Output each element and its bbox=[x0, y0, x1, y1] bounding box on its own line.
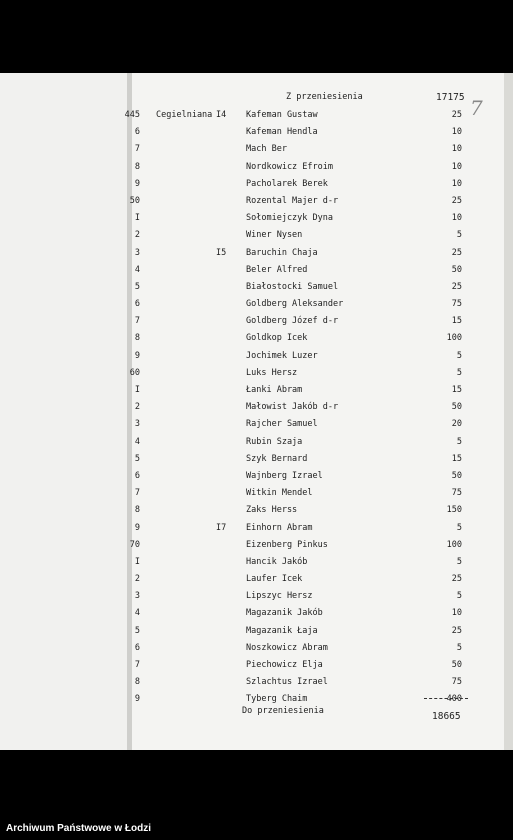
amount: 5 bbox=[456, 350, 462, 361]
person-name: Magazanik Łaja bbox=[246, 625, 318, 636]
ledger-row bbox=[0, 262, 513, 279]
person-name: Lipszyc Hersz bbox=[246, 591, 313, 602]
entry-number: 5 bbox=[134, 625, 140, 636]
ledger-row bbox=[0, 365, 513, 382]
person-name: Rozental Majer d-r bbox=[246, 195, 339, 206]
handwritten-page-mark: 7 bbox=[470, 96, 483, 120]
person-name: Baruchin Chaja bbox=[246, 247, 318, 258]
entry-number: 7 bbox=[134, 488, 140, 499]
amount: 10 bbox=[451, 161, 462, 172]
ledger-row bbox=[0, 330, 513, 347]
ledger-row bbox=[0, 193, 513, 210]
ledger-row bbox=[0, 227, 513, 244]
person-name: Szyk Bernard bbox=[246, 453, 308, 464]
person-name: Hancik Jakób bbox=[246, 556, 308, 567]
entry-number: 3 bbox=[134, 591, 140, 602]
ledger-row bbox=[0, 416, 513, 433]
ledger-row bbox=[0, 537, 513, 554]
ledger-row bbox=[0, 245, 513, 262]
person-name: Nordkowicz Efroim bbox=[246, 161, 333, 172]
ledger-row bbox=[0, 141, 513, 158]
amount: 25 bbox=[451, 281, 462, 292]
person-name: Magazanik Jakób bbox=[246, 608, 323, 619]
amount: 100 bbox=[446, 333, 462, 344]
street-name: Cegielniana bbox=[156, 110, 213, 120]
entry-number: 9 bbox=[134, 694, 140, 705]
ledger-row bbox=[0, 159, 513, 176]
ledger-row bbox=[0, 399, 513, 416]
entry-number: 8 bbox=[134, 333, 140, 344]
amount: 75 bbox=[451, 677, 462, 688]
entry-number: 4 bbox=[134, 264, 140, 275]
archive-name: Archiwum Państwowe w Łodzi bbox=[6, 823, 152, 834]
entry-number: 2 bbox=[134, 402, 140, 413]
amount: 25 bbox=[451, 195, 462, 206]
person-name: Sołomiejczyk Dyna bbox=[246, 213, 333, 224]
person-name: Pacholarek Berek bbox=[246, 178, 328, 189]
amount: 5 bbox=[456, 642, 462, 653]
ledger-row bbox=[0, 674, 513, 691]
amount: 15 bbox=[451, 316, 462, 327]
amount: 25 bbox=[451, 110, 462, 120]
amount: 75 bbox=[451, 299, 462, 310]
entry-number: I bbox=[134, 385, 140, 395]
ledger-row bbox=[0, 124, 513, 141]
archive-footer bbox=[0, 820, 513, 840]
person-name: Rubin Szaja bbox=[246, 436, 303, 447]
amount: 15 bbox=[451, 385, 462, 395]
amount: 75 bbox=[451, 488, 462, 499]
amount: 5 bbox=[456, 230, 462, 241]
entry-number: 60 bbox=[129, 367, 140, 378]
ledger-row bbox=[0, 502, 513, 519]
ledger-row bbox=[0, 588, 513, 605]
amount: 10 bbox=[451, 608, 462, 619]
entry-number: 5 bbox=[134, 453, 140, 464]
amount: 400 bbox=[446, 694, 462, 705]
entry-number: 3 bbox=[134, 419, 140, 430]
carry-over-value: 17175 bbox=[436, 92, 465, 103]
amount: 10 bbox=[451, 144, 462, 155]
ledger-row bbox=[0, 605, 513, 622]
amount: 50 bbox=[451, 470, 462, 481]
total-value: 18665 bbox=[432, 711, 461, 722]
person-name: Rajcher Samuel bbox=[246, 419, 318, 430]
house-number: I4 bbox=[216, 110, 227, 120]
amount: 10 bbox=[451, 213, 462, 224]
house-number: I7 bbox=[216, 522, 227, 533]
entry-number: 6 bbox=[134, 470, 140, 481]
person-name: Luks Hersz bbox=[246, 367, 298, 378]
entry-number: 7 bbox=[134, 144, 140, 155]
ledger-row bbox=[0, 176, 513, 193]
ledger-row bbox=[0, 657, 513, 674]
person-name: Goldberg Józef d-r bbox=[246, 316, 339, 327]
ledger-row bbox=[0, 296, 513, 313]
entry-number: 8 bbox=[134, 161, 140, 172]
entry-number: 5 bbox=[134, 281, 140, 292]
entry-number: 3 bbox=[134, 247, 140, 258]
person-name: Wajnberg Izrael bbox=[246, 470, 323, 481]
person-name: Einhorn Abram bbox=[246, 522, 313, 533]
ledger-row bbox=[0, 485, 513, 502]
amount: 5 bbox=[456, 367, 462, 378]
house-number: I5 bbox=[216, 247, 227, 258]
entry-number: 6 bbox=[134, 127, 140, 138]
person-name: Białostocki Samuel bbox=[246, 281, 339, 292]
person-name: Łanki Abram bbox=[246, 385, 303, 395]
person-name: Witkin Mendel bbox=[246, 488, 313, 499]
entry-number: 4 bbox=[134, 436, 140, 447]
amount: 150 bbox=[446, 505, 462, 516]
amount: 5 bbox=[456, 591, 462, 602]
person-name: Małowist Jakób d-r bbox=[246, 402, 339, 413]
person-name: Winer Nysen bbox=[246, 230, 303, 241]
ledger-row bbox=[0, 313, 513, 330]
person-name: Tyberg Chaim bbox=[246, 694, 308, 705]
ledger-row bbox=[0, 640, 513, 657]
ledger-row bbox=[0, 210, 513, 227]
person-name: Mach Ber bbox=[246, 144, 287, 155]
person-name: Jochimek Luzer bbox=[246, 350, 318, 361]
entry-number: 7 bbox=[134, 660, 140, 670]
ledger-row bbox=[0, 468, 513, 485]
entry-number: 50 bbox=[129, 195, 140, 206]
person-name: Kafeman Gustaw bbox=[246, 110, 318, 120]
ledger-row bbox=[0, 451, 513, 468]
ledger-row bbox=[0, 434, 513, 451]
ledger-row bbox=[0, 623, 513, 640]
person-name: Laufer Icek bbox=[246, 574, 303, 585]
entry-number: 9 bbox=[134, 178, 140, 189]
person-name: Noszkowicz Abram bbox=[246, 642, 328, 653]
amount: 50 bbox=[451, 660, 462, 670]
entry-number: 7 bbox=[134, 316, 140, 327]
amount: 25 bbox=[451, 247, 462, 258]
amount: 15 bbox=[451, 453, 462, 464]
amount: 5 bbox=[456, 522, 462, 533]
entry-number: 4 bbox=[134, 608, 140, 619]
entry-number: 8 bbox=[134, 677, 140, 688]
ledger-rows bbox=[0, 107, 513, 709]
person-name: Goldkop Icek bbox=[246, 333, 308, 344]
ledger-row bbox=[0, 554, 513, 571]
person-name: Szlachtus Izrael bbox=[246, 677, 328, 688]
amount: 10 bbox=[451, 178, 462, 189]
entry-number: 445 bbox=[124, 110, 140, 120]
person-name: Eizenberg Pinkus bbox=[246, 539, 328, 550]
person-name: Beler Alfred bbox=[246, 264, 308, 275]
ledger-row bbox=[0, 348, 513, 365]
amount: 10 bbox=[451, 127, 462, 138]
entry-number: 6 bbox=[134, 299, 140, 310]
carry-over-label: Z przeniesienia bbox=[286, 92, 363, 102]
ledger-row bbox=[0, 107, 513, 124]
amount: 50 bbox=[451, 264, 462, 275]
amount: 5 bbox=[456, 436, 462, 447]
entry-number: 6 bbox=[134, 642, 140, 653]
person-name: Goldberg Aleksander bbox=[246, 299, 344, 310]
amount: 25 bbox=[451, 574, 462, 585]
person-name: Zaks Herss bbox=[246, 505, 298, 516]
sum-divider bbox=[424, 698, 468, 699]
amount: 50 bbox=[451, 402, 462, 413]
entry-number: 9 bbox=[134, 350, 140, 361]
ledger-row bbox=[0, 571, 513, 588]
entry-number: I bbox=[134, 213, 140, 224]
person-name: Piechowicz Elja bbox=[246, 660, 323, 670]
entry-number: 2 bbox=[134, 230, 140, 241]
ledger-row bbox=[0, 520, 513, 537]
ledger-row bbox=[0, 382, 513, 399]
amount: 25 bbox=[451, 625, 462, 636]
total-label: Do przeniesienia bbox=[242, 706, 324, 716]
entry-number: I bbox=[134, 556, 140, 567]
entry-number: 8 bbox=[134, 505, 140, 516]
amount: 20 bbox=[451, 419, 462, 430]
entry-number: 9 bbox=[134, 522, 140, 533]
amount: 100 bbox=[446, 539, 462, 550]
amount: 5 bbox=[456, 556, 462, 567]
entry-number: 70 bbox=[129, 539, 140, 550]
person-name: Kafeman Hendla bbox=[246, 127, 318, 138]
ledger-row bbox=[0, 279, 513, 296]
entry-number: 2 bbox=[134, 574, 140, 585]
